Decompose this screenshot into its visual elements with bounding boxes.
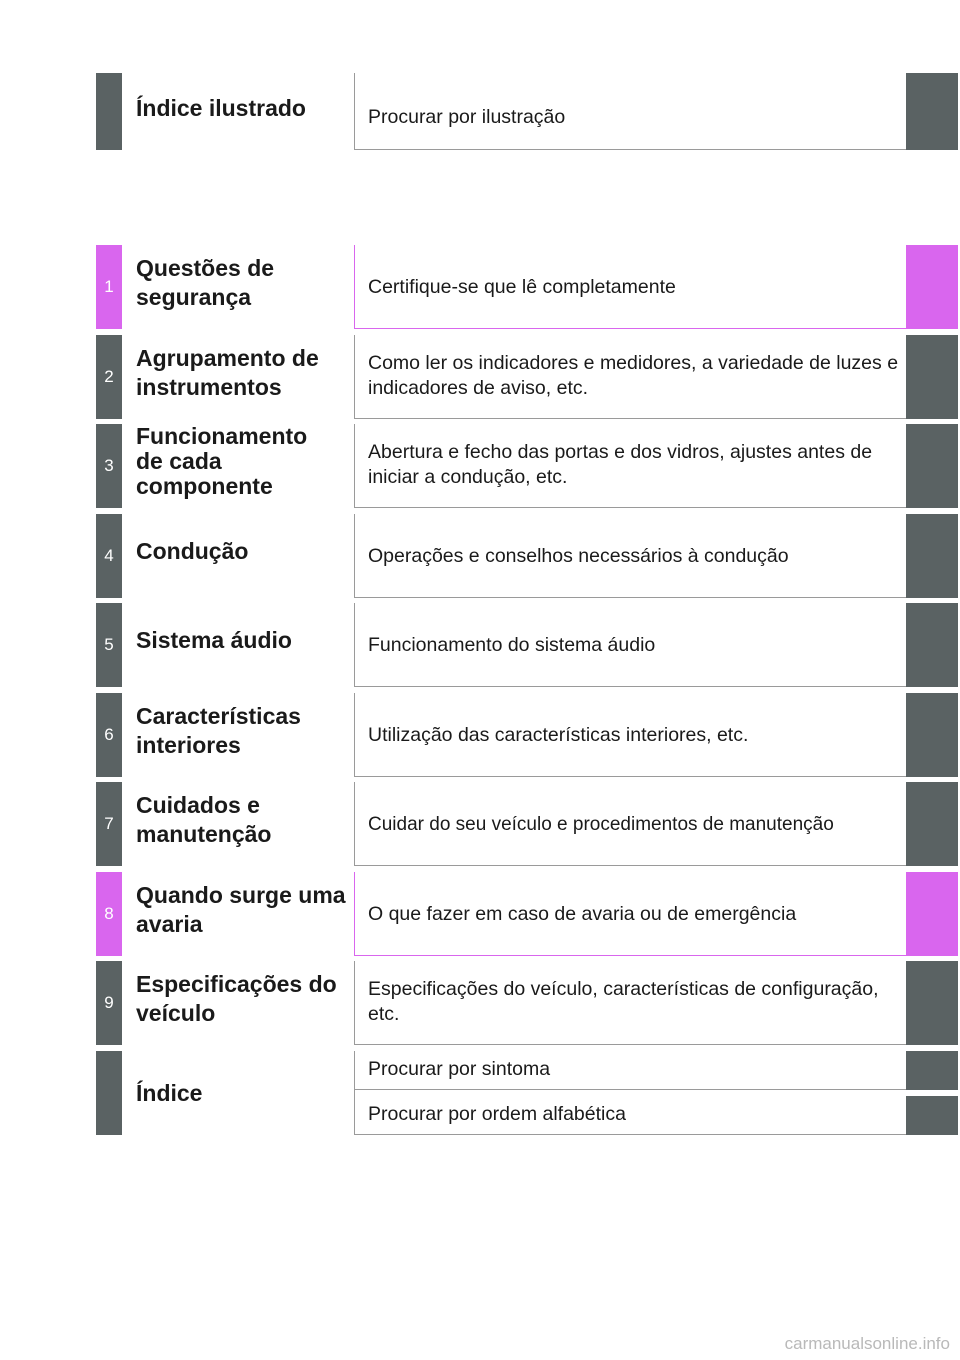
divider (354, 424, 355, 508)
illustrated-index-right-tab[interactable] (906, 73, 958, 150)
section-description[interactable]: O que fazer em caso de avaria ou de emergência (368, 902, 797, 925)
section-title: Cuidados e manutenção (136, 792, 272, 847)
illustrated-index-description[interactable]: Procurar por ilustração (368, 106, 566, 128)
section-right-tab[interactable] (906, 335, 958, 419)
index-item-right-tab[interactable] (906, 1051, 958, 1090)
section-row-4[interactable] (96, 514, 958, 598)
section-row-6[interactable] (96, 693, 958, 777)
section-row-8[interactable] (96, 872, 958, 956)
section-right-tab[interactable] (906, 603, 958, 687)
section-number-tab: 8 (96, 872, 122, 956)
index-item-label: Procurar por ordem alfabética (368, 1103, 626, 1125)
section-title: Características interiores (136, 703, 301, 758)
section-row-2[interactable] (96, 335, 958, 419)
section-title: Condução (136, 538, 249, 564)
section-number-tab: 1 (96, 245, 122, 329)
section-row-7[interactable] (96, 782, 958, 866)
section-title: Especificações do veículo (136, 971, 337, 1026)
section-description[interactable]: Cuidar do seu veículo e procedimentos de manutenção (368, 813, 834, 835)
section-right-tab[interactable] (906, 693, 958, 777)
section-number-tab: 7 (96, 782, 122, 866)
divider (354, 782, 355, 866)
section-number-tab: 3 (96, 424, 122, 508)
section-right-tab[interactable] (906, 782, 958, 866)
divider (354, 245, 355, 329)
row-bottom-line (354, 507, 906, 508)
row-bottom-line (354, 1089, 906, 1090)
row-bottom-line (354, 686, 906, 687)
row-bottom-line (354, 955, 906, 956)
illustrated-index-row[interactable] (96, 73, 958, 150)
illustrated-index-tab (96, 73, 122, 150)
index-item-label: Procurar por sintoma (368, 1058, 551, 1080)
section-number-tab: 5 (96, 603, 122, 687)
section-title: Quando surge uma avaria (136, 882, 346, 937)
row-bottom-line (354, 149, 906, 150)
index-item-alphabetical[interactable] (354, 1096, 958, 1135)
illustrated-index-title: Índice ilustrado (136, 95, 306, 121)
section-title: Agrupamento de instrumentos (136, 345, 319, 400)
section-right-tab[interactable] (906, 872, 958, 956)
section-number-tab: 6 (96, 693, 122, 777)
section-title: Sistema áudio (136, 627, 292, 653)
section-number-tab: 2 (96, 335, 122, 419)
row-bottom-line (354, 1134, 906, 1135)
index-item-symptom[interactable] (354, 1051, 958, 1090)
row-bottom-line (354, 865, 906, 866)
index-tab (96, 1051, 122, 1135)
section-description[interactable]: Como ler os indicadores e medidores, a variedade de luzes e indicadores de aviso, etc. (368, 352, 899, 399)
index-title: Índice (136, 1079, 203, 1106)
row-bottom-line (354, 1044, 906, 1045)
section-number-tab: 9 (96, 961, 122, 1045)
section-description[interactable]: Operações e conselhos necessários à condução (368, 544, 789, 567)
row-bottom-line (354, 776, 906, 777)
section-description[interactable]: Certifique-se que lê completamente (368, 275, 676, 298)
section-row-9[interactable] (96, 961, 958, 1045)
section-description[interactable]: Funcionamento do sistema áudio (368, 633, 656, 656)
section-right-tab[interactable] (906, 961, 958, 1045)
section-description[interactable]: Abertura e fecho das portas e dos vidros, ajustes antes de iniciar a condução, etc. (368, 441, 873, 488)
row-bottom-line (354, 418, 906, 419)
section-row-5[interactable] (96, 603, 958, 687)
divider (354, 961, 355, 1045)
section-description[interactable]: Especificações do veículo, características de configuração, etc. (368, 978, 879, 1025)
divider (354, 514, 355, 598)
row-bottom-line (354, 597, 906, 598)
divider (354, 872, 355, 956)
section-right-tab[interactable] (906, 424, 958, 508)
section-right-tab[interactable] (906, 245, 958, 329)
section-row-1[interactable] (96, 245, 958, 329)
row-bottom-line (354, 328, 906, 329)
index-row (96, 1051, 958, 1135)
divider (354, 603, 355, 687)
index-item-right-tab[interactable] (906, 1096, 958, 1135)
divider (354, 693, 355, 777)
section-title: Funcionamento de cada componente (136, 423, 308, 499)
divider (354, 335, 355, 419)
divider (354, 73, 355, 150)
section-row-3[interactable] (96, 424, 958, 508)
watermark: carmanualsonline.info (784, 1334, 950, 1353)
section-title: Questões de segurança (136, 255, 275, 310)
section-right-tab[interactable] (906, 514, 958, 598)
section-number-tab: 4 (96, 514, 122, 598)
section-description[interactable]: Utilização das características interiores, etc. (368, 723, 749, 746)
